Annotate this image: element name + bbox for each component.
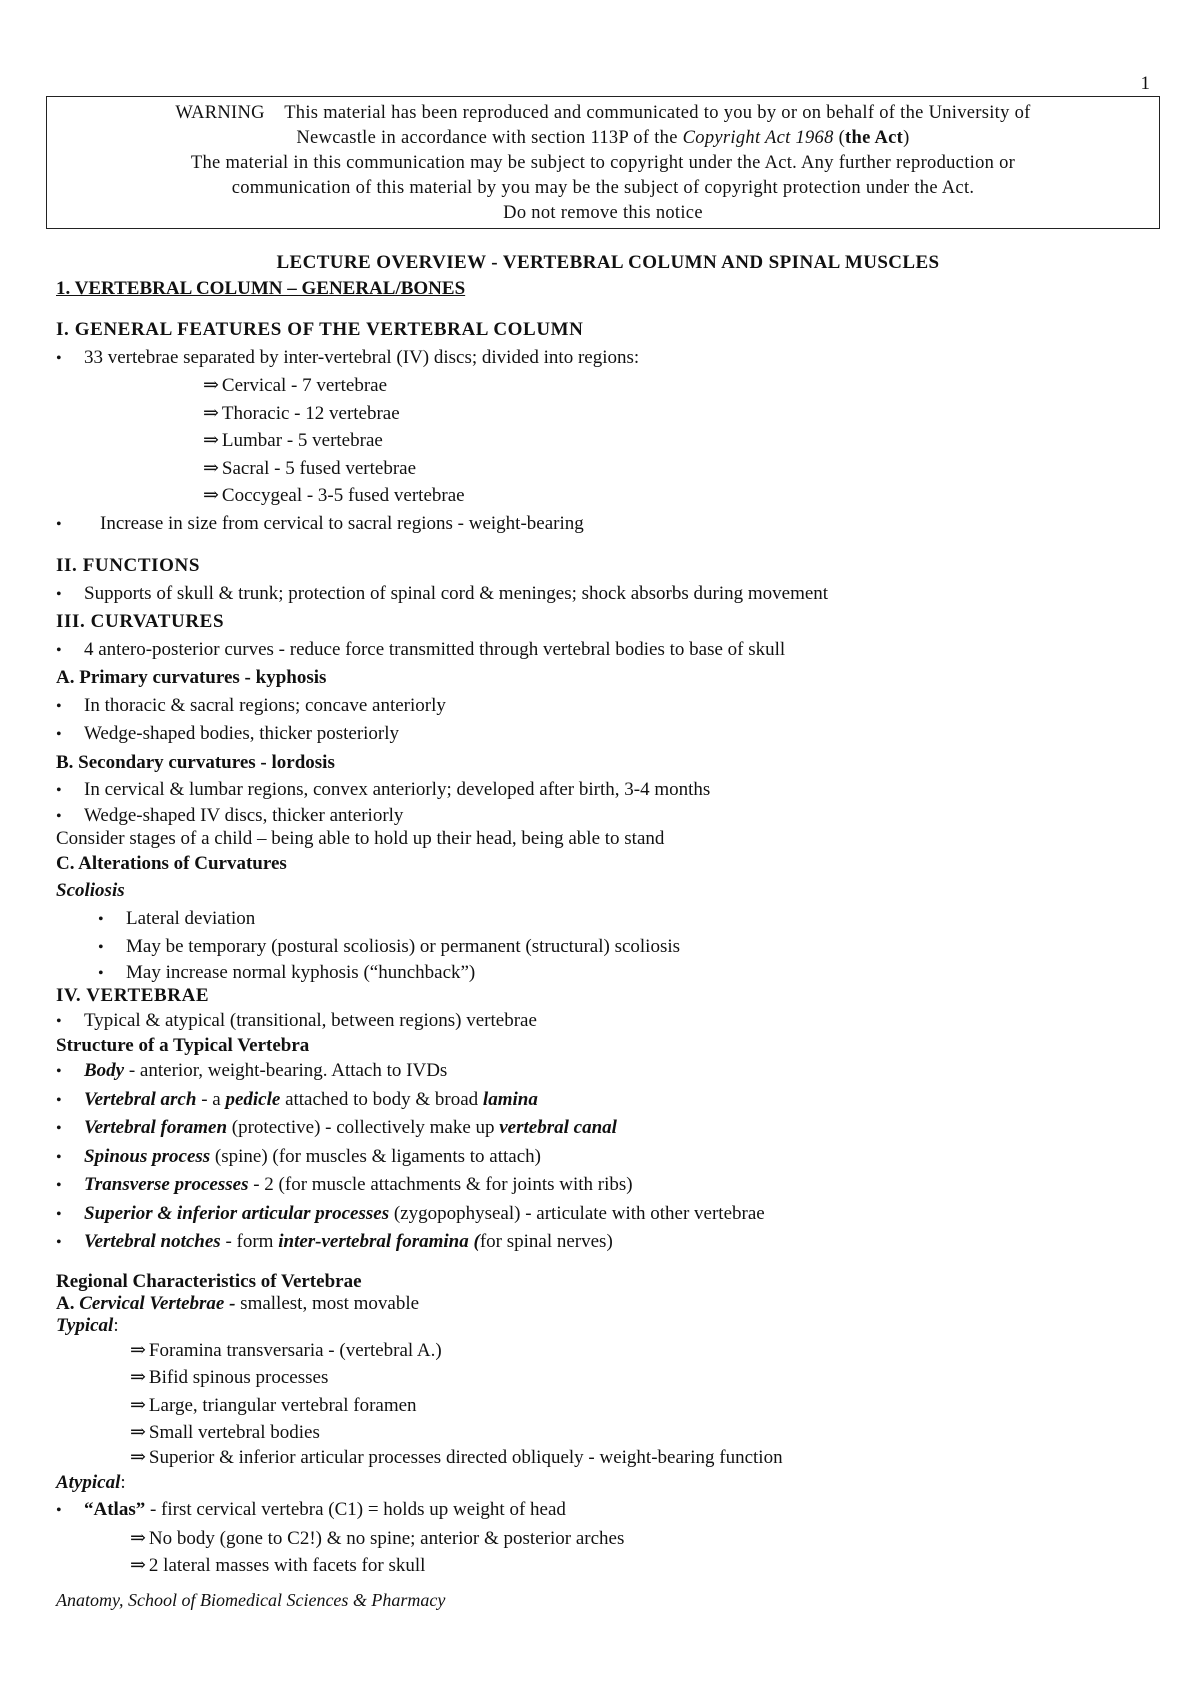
list-item: • Body - anterior, weight-bearing. Attach to IVDs xyxy=(56,1057,1160,1086)
lecture-content xyxy=(56,250,1160,1580)
list-item: ⇒ Superior & inferior articular processes directed obliquely - weight-bearing function xyxy=(130,1446,783,1468)
arrow-icon: ⇒ xyxy=(203,375,219,396)
bullet-icon: • xyxy=(56,726,62,743)
arrow-icon: ⇒ xyxy=(130,1339,146,1361)
list-item: • Wedge-shaped bodies, thicker posteriorly xyxy=(56,720,1160,749)
arrow-icon: ⇒ xyxy=(130,1394,146,1416)
bullet-icon: • xyxy=(56,349,62,367)
bullet-icon: • xyxy=(98,939,104,956)
typical-label: Typical: xyxy=(56,1314,119,1336)
regional-heading: Regional Characteristics of Vertebrae xyxy=(56,1270,362,1292)
list-item: ⇒ Coccygeal - 3-5 fused vertebrae xyxy=(56,482,1160,510)
list-item: • Lateral deviation xyxy=(56,905,1160,934)
bullet-icon: • xyxy=(56,807,62,825)
functions-heading: II. FUNCTIONS xyxy=(56,555,200,576)
arrow-icon: ⇒ xyxy=(130,1555,146,1576)
list-item: • Increase in size from cervical to sacral regions - weight-bearing xyxy=(56,510,1160,539)
bullet-icon: • xyxy=(56,1012,62,1030)
cervical-heading: A. Cervical Vertebrae - smallest, most movable xyxy=(56,1292,420,1314)
page-title: LECTURE OVERVIEW - VERTEBRAL COLUMN AND SPINAL MUSCLES xyxy=(276,252,940,273)
list-item: ⇒ Cervical - 7 vertebrae xyxy=(56,372,1160,400)
list-item: • In thoracic & sacral regions; concave anteriorly xyxy=(56,692,1160,721)
list-item: • Wedge-shaped IV discs, thicker anteriorly xyxy=(56,804,404,826)
arrow-icon: ⇒ xyxy=(130,1527,146,1549)
bullet-icon: • xyxy=(56,1205,62,1223)
scoliosis-heading: Scoliosis xyxy=(56,880,125,901)
bullet-icon: • xyxy=(56,1502,62,1519)
list-item: ⇒ Foramina transversaria - (vertebral A.) xyxy=(56,1337,1160,1365)
bullet-icon: • xyxy=(56,515,62,533)
list-item: • Superior & inferior articular processes (zygopophyseal) - articulate with other vertebrae xyxy=(56,1200,1160,1229)
list-item: • In cervical & lumbar regions, convex anteriorly; developed after birth, 3-4 months xyxy=(56,776,1160,805)
list-item: • Vertebral notches - form inter-vertebral foramina (for spinal nerves) xyxy=(56,1228,1160,1257)
arrow-icon: ⇒ xyxy=(130,1367,146,1388)
arrow-icon: ⇒ xyxy=(203,402,219,424)
list-item: ⇒ Small vertebral bodies xyxy=(56,1419,1160,1447)
bullet-icon: • xyxy=(56,641,62,659)
list-item: • May increase normal kyphosis (“hunchback”) xyxy=(98,961,476,983)
list-item: • 33 vertebrae separated by inter-vertebral (IV) discs; divided into regions: xyxy=(56,344,1160,373)
list-item: • Vertebral arch - a pedicle attached to body & broad lamina xyxy=(56,1086,1160,1115)
arrow-icon: ⇒ xyxy=(203,430,219,451)
list-item: ⇒ Lumbar - 5 vertebrae xyxy=(56,427,1160,455)
copyright-notice xyxy=(46,96,1160,229)
bullet-icon: • xyxy=(56,782,62,799)
bullet-icon: • xyxy=(98,964,104,982)
notice-line: Do not remove this notice xyxy=(503,203,703,223)
list-item: ⇒ 2 lateral masses with facets for skull xyxy=(56,1552,1160,1580)
list-item: • “Atlas” - first cervical vertebra (C1) = holds up weight of head xyxy=(56,1496,1160,1525)
curvatures-heading: III. CURVATURES xyxy=(56,611,225,632)
bullet-icon: • xyxy=(56,697,62,715)
bullet-icon: • xyxy=(56,1120,62,1137)
arrow-icon: ⇒ xyxy=(203,485,219,506)
bullet-icon: • xyxy=(56,1091,62,1109)
list-item: ⇒ Bifid spinous processes xyxy=(56,1364,1160,1392)
section-heading: 1. VERTEBRAL COLUMN – GENERAL/BONES xyxy=(56,278,466,299)
vertebrae-heading: IV. VERTEBRAE xyxy=(56,984,210,1006)
alterations-heading: C. Alterations of Curvatures xyxy=(56,852,287,874)
list-item: ⇒ Thoracic - 12 vertebrae xyxy=(56,400,1160,428)
list-item: • Vertebral foramen (protective) - collectively make up vertebral canal xyxy=(56,1114,1160,1143)
list-item: ⇒ Large, triangular vertebral foramen xyxy=(56,1392,1160,1420)
notice-line: communication of this material by you may be the subject of copyright protection under the Act. xyxy=(231,178,975,198)
bullet-icon: • xyxy=(56,1177,62,1194)
list-item: • Typical & atypical (transitional, between regions) vertebrae xyxy=(56,1007,1160,1036)
secondary-curvatures-heading: B. Secondary curvatures - lordosis xyxy=(56,751,335,773)
primary-curvatures-heading: A. Primary curvatures - kyphosis xyxy=(56,667,327,688)
note-text: Consider stages of a child – being able to hold up their head, being able to stand xyxy=(56,827,665,849)
page-footer: Anatomy, School of Biomedical Sciences & Pharmacy xyxy=(56,1590,446,1610)
list-item: • May be temporary (postural scoliosis) or permanent (structural) scoliosis xyxy=(56,933,1160,962)
list-item: • Transverse processes - 2 (for muscle attachments & for joints with ribs) xyxy=(56,1171,1160,1200)
arrow-icon: ⇒ xyxy=(130,1446,146,1468)
list-item: • Supports of skull & trunk; protection of spinal cord & meninges; shock absorbs during movement xyxy=(56,580,1160,609)
notice-line: WARNING This material has been reproduced and communicated to you by or on behalf of the University of xyxy=(175,103,1031,123)
page-number: 1 xyxy=(1140,73,1150,94)
list-item: • 4 antero-posterior curves - reduce force transmitted through vertebral bodies to base of skull xyxy=(56,636,1160,665)
notice-line: The material in this communication may be subject to copyright under the Act. Any further reproduction or xyxy=(190,153,1016,173)
list-item: ⇒ No body (gone to C2!) & no spine; anterior & posterior arches xyxy=(56,1525,1160,1553)
atypical-label: Atypical: xyxy=(56,1471,126,1493)
bullet-icon: • xyxy=(56,1148,62,1166)
arrow-icon: ⇒ xyxy=(203,457,219,479)
notice-line: Newcastle in accordance with section 113P of the Copyright Act 1968 (the Act) xyxy=(296,128,910,148)
structure-heading: Structure of a Typical Vertebra xyxy=(56,1035,310,1056)
general-features-heading: I. GENERAL FEATURES OF THE VERTEBRAL COLUMN xyxy=(56,319,584,340)
bullet-icon: • xyxy=(56,585,62,603)
arrow-icon: ⇒ xyxy=(130,1422,146,1443)
list-item: ⇒ Sacral - 5 fused vertebrae xyxy=(56,455,1160,483)
list-item: • Spinous process (spine) (for muscles & ligaments to attach) xyxy=(56,1143,1160,1172)
bullet-icon: • xyxy=(98,910,104,928)
bullet-icon: • xyxy=(56,1234,62,1251)
bullet-icon: • xyxy=(56,1063,62,1080)
